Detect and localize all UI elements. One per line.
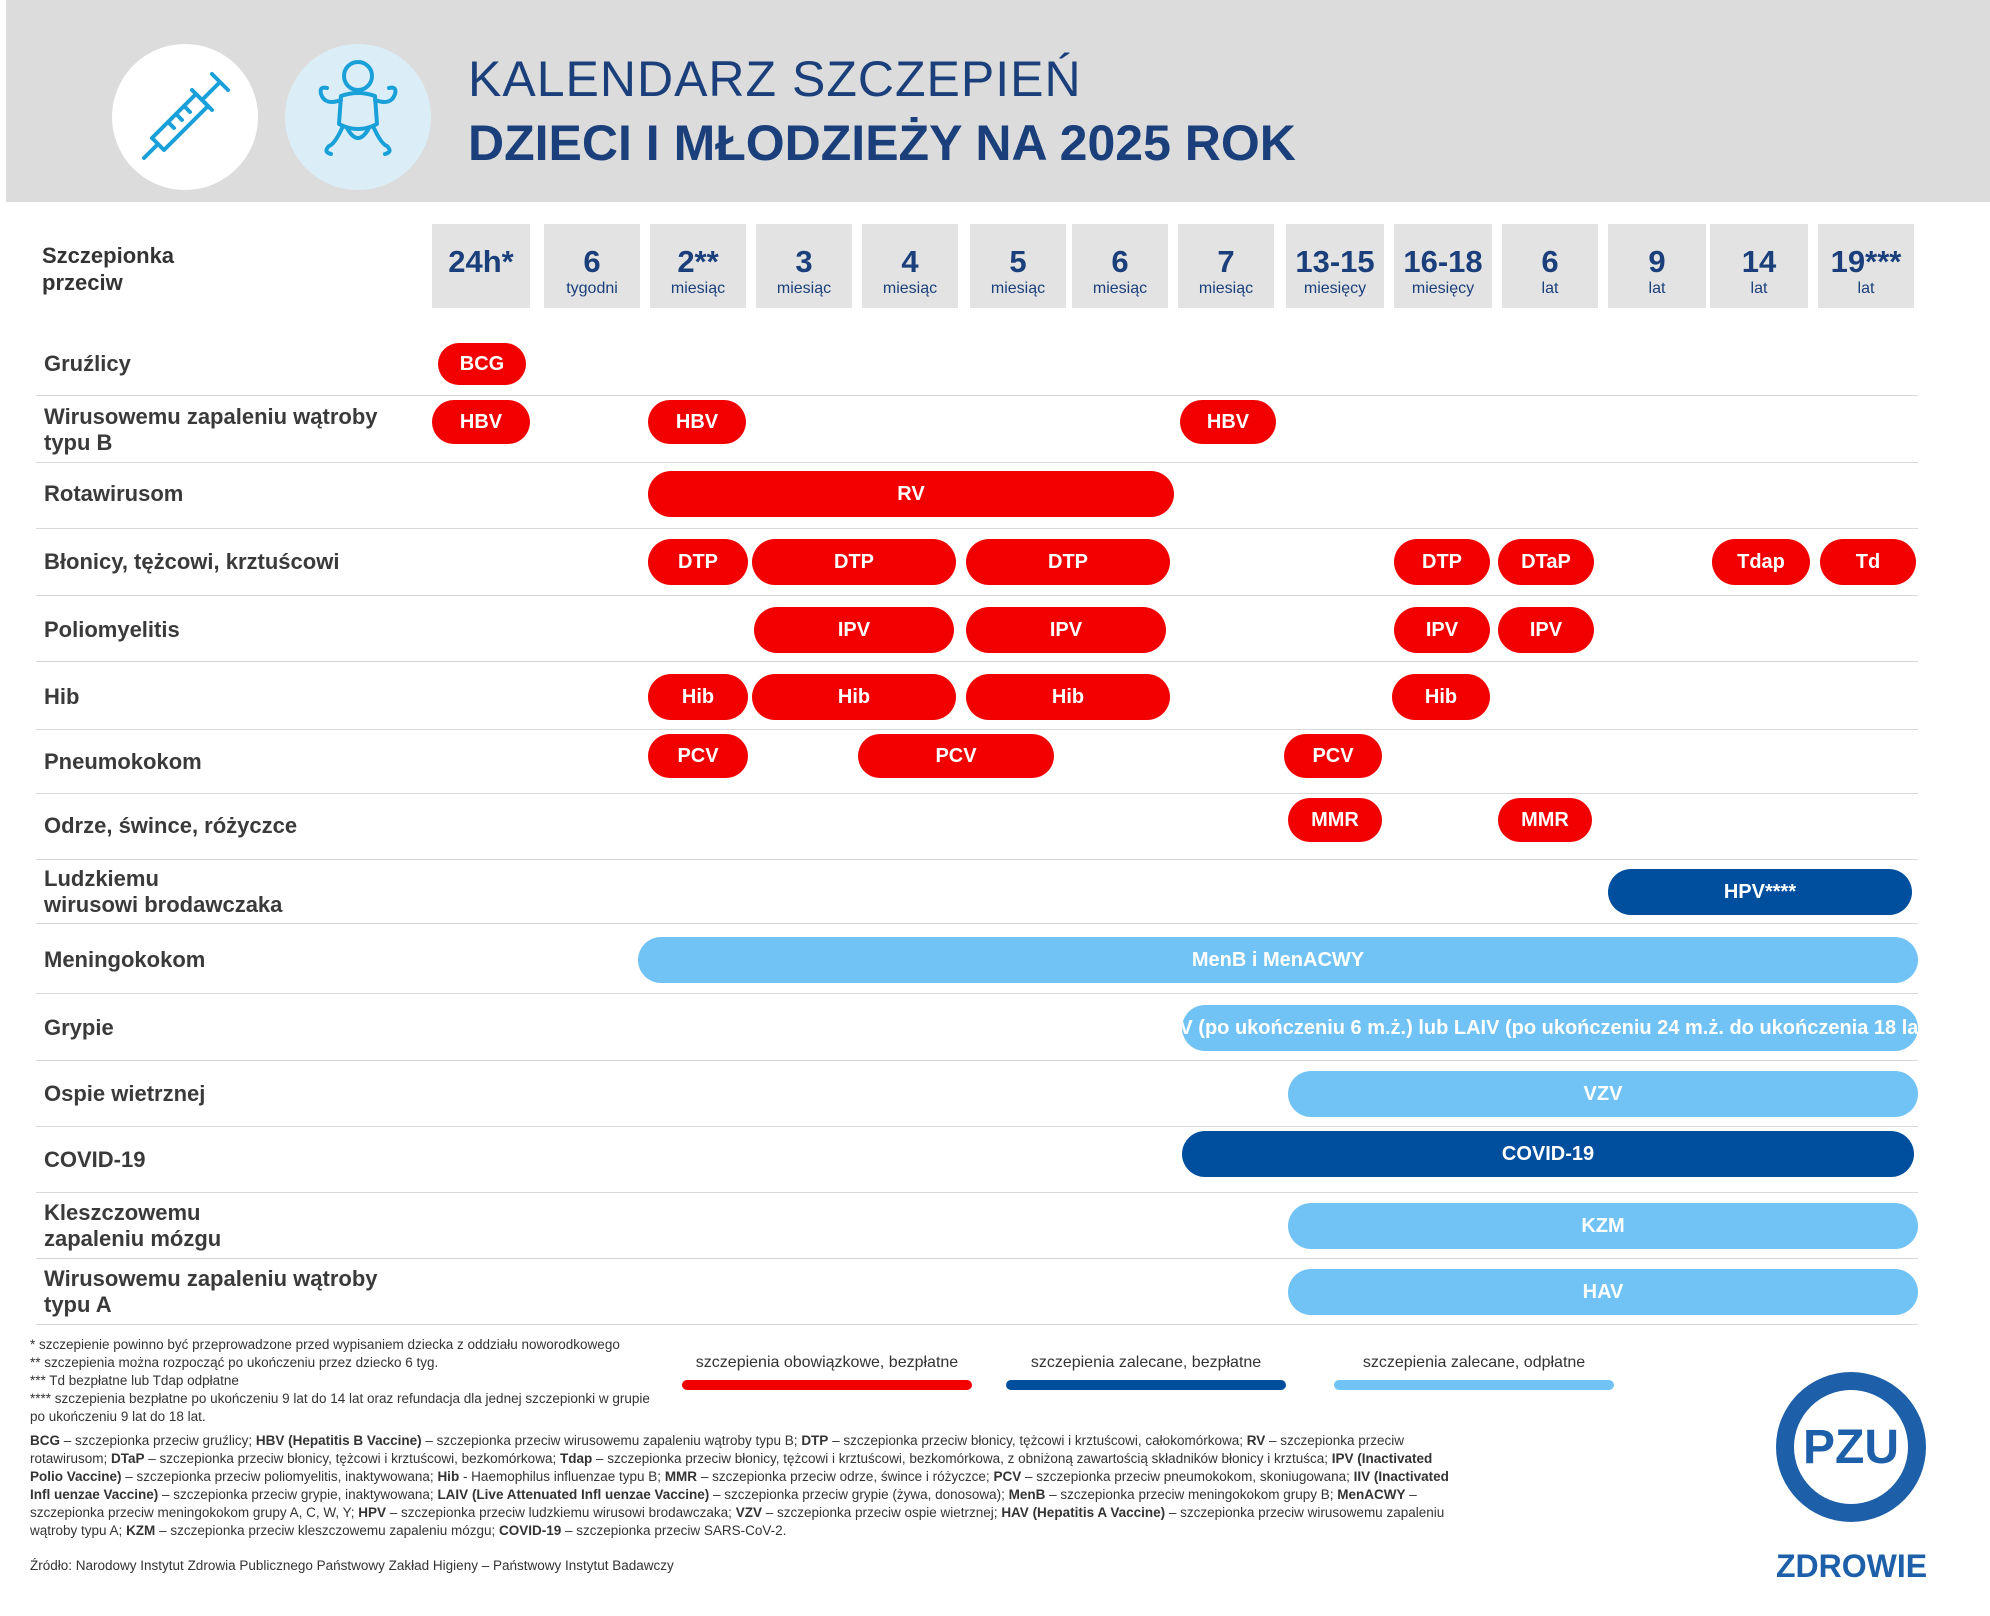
column-header-value: 6 [1541, 244, 1559, 279]
title-line-1: KALENDARZ SZCZEPIEŃ [468, 51, 1082, 107]
row-separator [36, 1192, 1918, 1193]
abbreviation-term: Hib [437, 1469, 460, 1484]
column-header-value: 14 [1741, 244, 1777, 279]
abbreviation-term: PCV [993, 1469, 1022, 1484]
column-header-value: 9 [1648, 244, 1666, 279]
column-header-value: 5 [1009, 244, 1027, 279]
abbreviation-term: LAIV (Live Attenuated Infl uenzae Vaccine) [437, 1487, 710, 1502]
syringe-icon [112, 44, 258, 190]
abbreviation-desc: – szczepionka przeciw odrze, śwince i różyczce; [697, 1469, 994, 1484]
column-header-unit: miesiąc [670, 280, 726, 297]
vaccine-pill: COVID-19 [1182, 1131, 1914, 1177]
abbreviation-term: DTaP [111, 1451, 145, 1466]
vaccine-pill: PCV [648, 734, 748, 778]
corner-label-text: Szczepionka przeciw [42, 243, 175, 295]
vaccine-pill: MMR [1288, 798, 1382, 842]
row-separator [36, 595, 1918, 596]
column-header-unit: lat [1750, 280, 1768, 297]
vaccine-pill: DTP [648, 539, 748, 585]
vaccine-pill: IPV [1394, 607, 1490, 653]
abbreviation-term: IIV (Inactivated Infl uenzae Vaccine) [30, 1469, 1449, 1502]
column-header-unit: miesiąc [990, 280, 1046, 297]
row-label: Hib [44, 684, 80, 709]
column-header [1710, 224, 1808, 308]
column-header-unit: miesięcy [1411, 280, 1475, 297]
row-separator [36, 395, 1918, 396]
vaccine-pill: VZV [1288, 1071, 1918, 1117]
abbreviation-desc: - Haemophilus influenzae typu B; [459, 1469, 665, 1484]
vaccine-pill: HPV**** [1608, 869, 1912, 915]
syringe-circle [112, 44, 258, 190]
abbreviation-desc: – szczepionka przeciw rotawirusom; [30, 1433, 1405, 1466]
vaccine-pill: HBV [432, 400, 530, 444]
vaccine-pill: Tdap [1712, 539, 1810, 585]
title-line-2: DZIECI I MŁODZIEŻY NA 2025 ROK [468, 115, 1296, 171]
header-banner [6, 0, 1990, 202]
abbreviation-term: MMR [664, 1469, 698, 1484]
abbreviation-desc: – szczepionka przeciw kleszczowemu zapaleniu mózgu; [155, 1523, 499, 1538]
column-header [544, 224, 640, 308]
row-label: Błonicy, tężcowi, krztuścowi [44, 549, 340, 574]
vaccine-pill: Td [1820, 539, 1916, 585]
abbreviation-desc: – szczepionka przeciw wirusowemu zapaleniu wątroby typu A; [30, 1505, 1445, 1538]
column-header [1394, 224, 1492, 308]
row-label: Rotawirusom [44, 481, 184, 506]
column-header [1178, 224, 1274, 308]
abbreviation-desc: – szczepionka przeciw poliomyelitis, inaktywowana; [121, 1469, 438, 1484]
footnote: *** Td bezpłatne lub Tdap odpłatne [30, 1373, 239, 1388]
column-header-unit: miesiąc [882, 280, 938, 297]
vaccine-pill: DTP [966, 539, 1170, 585]
abbreviation-desc: – szczepionka przeciw pneumokokom, skoniugowana; [1021, 1469, 1354, 1484]
abbreviation-term: HBV (Hepatitis B Vaccine) [255, 1433, 422, 1448]
row-label: Odrze, śwince, różyczce [44, 813, 298, 838]
column-header [756, 224, 852, 308]
abbreviation-term: DTP [801, 1433, 829, 1448]
abbreviation-desc: – szczepionka przeciw grypie, inaktywowana; [158, 1487, 438, 1502]
row-separator [36, 1324, 1918, 1325]
vaccine-pill: PCV [1284, 734, 1382, 778]
vaccine-pill: HBV [1180, 400, 1276, 444]
footnote: **** szczepienia bezpłatne po ukończeniu 9 lat do 14 lat oraz refundacja dla jednej szczepionki w grupie po ukończeniu 9 lat do 18 lat. [30, 1391, 650, 1424]
column-header-value: 6 [1111, 244, 1129, 279]
abbreviation-term: KZM [126, 1523, 156, 1538]
abbreviation-term: COVID-19 [498, 1523, 562, 1538]
vaccine-pill: Hib [752, 674, 956, 720]
abbreviations [30, 1432, 1450, 1540]
column-header-unit: miesiąc [776, 280, 832, 297]
footnote: ** szczepienia można rozpocząć po ukończeniu przez dziecko 6 tyg. [30, 1355, 439, 1370]
row-label: Pneumokokom [44, 749, 202, 774]
abbreviation-term: BCG [30, 1433, 60, 1448]
column-header [1502, 224, 1598, 308]
vaccine-pill: IPV [1498, 607, 1594, 653]
column-header-value: 24h* [448, 244, 514, 279]
column-header-unit: miesiąc [1198, 280, 1254, 297]
row-separator [36, 923, 1918, 924]
abbreviation-desc: – szczepionka przeciw ospie wietrznej; [761, 1505, 1002, 1520]
vaccine-pill: DTaP [1498, 539, 1594, 585]
row-label: Wirusowemu zapaleniu wątroby typu A [44, 1266, 378, 1317]
vaccine-pill: DTP [1394, 539, 1490, 585]
column-header [1072, 224, 1168, 308]
abbreviation-desc: – szczepionka przeciw SARS-CoV-2. [561, 1523, 787, 1538]
abbreviation-term: IPV (Inactivated Polio Vaccine) [30, 1451, 1433, 1484]
pzu-logo-subtitle: ZDROWIE [1776, 1548, 1928, 1584]
abbreviation-desc: – szczepionka przeciw błonicy, tężcowi i krztuścowi, bezkomórkowa; [144, 1451, 560, 1466]
pzu-logo-text: PZU [1803, 1421, 1899, 1474]
vaccine-pill: KZM [1288, 1203, 1918, 1249]
source-note: Źródło: Narodowy Instytut Zdrowia Publicznego Państwowy Zakład Higieny – Państwowy Instytut Badawczy [30, 1558, 674, 1573]
abbreviation-desc: – szczepionka przeciw wirusowemu zapaleniu wątroby typu B; [421, 1433, 802, 1448]
vaccine-pill: BCG [438, 343, 526, 385]
vaccine-pill: MenB i MenACWY [638, 937, 1918, 983]
row-label: Poliomyelitis [44, 617, 180, 642]
row-label: Ospie wietrznej [44, 1081, 206, 1106]
column-header [432, 224, 530, 308]
vaccine-pill: HBV [648, 400, 746, 444]
legend-bar-recommended-paid [1334, 1380, 1614, 1390]
pzu-logo-inner [1794, 1390, 1908, 1504]
corner-label [42, 242, 174, 296]
abbreviation-desc: – szczepionka przeciw błonicy, tężcowi i krztuścowi, całokomórkowa; [828, 1433, 1247, 1448]
column-header-unit: lat [1857, 280, 1875, 297]
abbreviation-term: VZV [735, 1505, 762, 1520]
abbreviation-desc: – szczepionka przeciw meningokokom grupy A, C, W, Y; [30, 1487, 1417, 1520]
row-separator [36, 1060, 1918, 1061]
abbreviation-desc: – szczepionka przeciw gruźlicy; [60, 1433, 256, 1448]
legend-bar-recommended-free [1006, 1380, 1286, 1390]
abbreviation-desc: – szczepionka przeciw ludzkiemu wirusowi brodawczaka; [386, 1505, 736, 1520]
column-header-unit: tygodni [566, 280, 618, 297]
column-header [970, 224, 1066, 308]
row-label: Ludzkiemu wirusowi brodawczaka [44, 866, 283, 917]
column-header-unit: lat [1648, 280, 1666, 297]
column-header-unit: miesięcy [1303, 280, 1367, 297]
row-label: Meningokokom [44, 947, 206, 972]
column-header-value: 6 [583, 244, 601, 279]
column-header-value: 2** [677, 244, 719, 279]
column-header [862, 224, 958, 308]
footnotes [30, 1336, 650, 1426]
row-separator [36, 528, 1918, 529]
legend-label-recommended-paid: szczepienia zalecane, odpłatne [1362, 1354, 1586, 1371]
column-header [650, 224, 746, 308]
row-separator [36, 661, 1918, 662]
row-separator [36, 1258, 1918, 1259]
abbreviation-term: RV [1246, 1433, 1266, 1448]
row-separator [36, 993, 1918, 994]
column-header-value: 19*** [1830, 244, 1902, 279]
vaccine-pill: PCV [858, 734, 1054, 778]
footnote: * szczepienie powinno być przeprowadzone przed wypisaniem dziecka z oddziału noworodkowego [30, 1337, 620, 1352]
row-separator [36, 859, 1918, 860]
abbreviation-desc: – szczepionka przeciw meningokokom grupy B; [1045, 1487, 1338, 1502]
vaccine-pill: IPV [754, 607, 954, 653]
column-header [1818, 224, 1914, 308]
column-header-value: 16-18 [1403, 244, 1483, 279]
vaccine-pill: Hib [648, 674, 748, 720]
vaccine-pill: Hib [1392, 674, 1490, 720]
column-header [1286, 224, 1384, 308]
baby-circle [285, 44, 431, 190]
abbreviation-term: HAV (Hepatitis A Vaccine) [1001, 1505, 1166, 1520]
row-label: COVID-19 [44, 1147, 146, 1172]
row-label: Gruźlicy [44, 351, 131, 376]
column-header-unit: miesiąc [1092, 280, 1148, 297]
row-label: Wirusowemu zapaleniu wątroby typu B [44, 404, 378, 455]
abbreviation-desc: – szczepionka przeciw grypie (żywa, donosowa); [709, 1487, 1009, 1502]
row-label: Grypie [44, 1015, 114, 1040]
row-separator [36, 1126, 1918, 1127]
row-separator [36, 729, 1918, 730]
abbreviation-term: MenB [1008, 1487, 1046, 1502]
column-header-value: 3 [795, 244, 813, 279]
abbreviation-term: HPV [358, 1505, 387, 1520]
vaccine-pill: IPV [966, 607, 1166, 653]
vaccine-pill: DTP [752, 539, 956, 585]
abbreviation-term: Tdap [559, 1451, 593, 1466]
vaccine-pill: RV [648, 471, 1174, 517]
column-header-unit: lat [1541, 280, 1559, 297]
row-separator [36, 462, 1918, 463]
legend-label-mandatory: szczepienia obowiązkowe, bezpłatne [695, 1354, 959, 1371]
vaccine-pill: IIV (po ukończeniu 6 m.ż.) lub LAIV (po ukończeniu 24 m.ż. do ukończenia 18 lat) [1182, 1005, 1918, 1051]
pzu-logo [1776, 1372, 1926, 1522]
vaccine-pill: Hib [966, 674, 1170, 720]
row-label: Kleszczowemu zapaleniu mózgu [44, 1200, 222, 1251]
baby-icon [285, 44, 431, 190]
legend-bar-mandatory [682, 1380, 972, 1390]
column-header-value: 7 [1217, 244, 1235, 279]
vaccine-pill: MMR [1498, 798, 1592, 842]
column-header-value: 13-15 [1295, 244, 1375, 279]
column-header [1608, 224, 1706, 308]
abbreviation-desc: – szczepionka przeciw błonicy, tężcowi i krztuścowi, bezkomórkowa, z obniżoną zawartością składników błonicy i krztuśca; [592, 1451, 1332, 1466]
abbreviation-term: MenACWY [1337, 1487, 1406, 1502]
vaccine-pill: HAV [1288, 1269, 1918, 1315]
column-header-value: 4 [901, 244, 919, 279]
row-separator [36, 793, 1918, 794]
legend-label-recommended-free: szczepienia zalecane, bezpłatne [1030, 1354, 1262, 1371]
